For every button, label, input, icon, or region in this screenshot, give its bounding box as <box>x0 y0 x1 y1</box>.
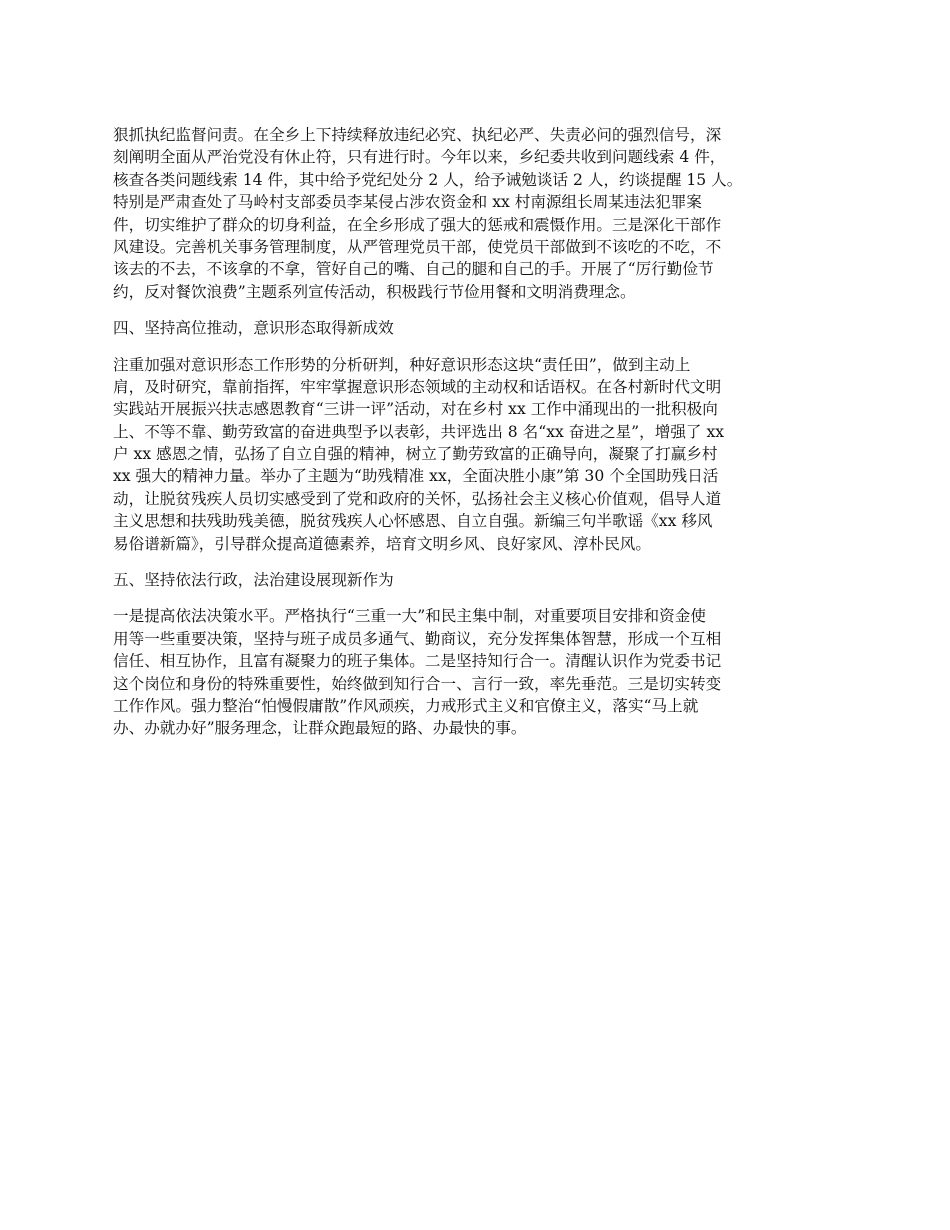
heading-text: 四、坚持高位推动，意识形态取得新成效 <box>113 319 394 338</box>
text-line: 办、办就办好”服务理念，让群众跑最短的路、办最快的事。 <box>113 719 527 738</box>
paragraph-spacer <box>113 303 843 317</box>
text-line: 一是提高依法决策水平。严格执行“三重一大”和民主集中制，对重要项目安排和资金使 <box>113 607 706 626</box>
paragraph-ideology <box>113 354 843 556</box>
text-line: 件，切实维护了群众的切身利益，在全乡形成了强大的惩戒和震慑作用。三是深化干部作 <box>113 215 722 234</box>
heading-text: 五、坚持依法行政，法治建设展现新作为 <box>113 571 394 590</box>
section-heading-ideology <box>113 317 843 339</box>
text-line: 风建设。完善机关事务管理制度，从严管理党员干部，使党员干部做到不该吃的不吃，不 <box>113 237 722 256</box>
paragraph-spacer <box>113 555 843 569</box>
text-line: 信任、相互协作，且富有凝聚力的班子集体。二是坚持知行合一。清醒认识作为党委书记 <box>113 652 722 671</box>
text-line: 特别是严肃查处了马岭村支部委员李某侵占涉农资金和 xx 村南源组长周某违法犯罪案 <box>113 193 702 212</box>
text-line: 用等一些重要决策，坚持与班子成员多通气、勤商议，充分发挥集体智慧，形成一个互相 <box>113 629 722 648</box>
text-line: 主义思想和扶残助残美德，脱贫残疾人心怀感恩、自立自强。新编三句半歌谣《xx 移风 <box>113 512 713 531</box>
text-line: 这个岗位和身份的特殊重要性，始终做到知行合一、言行一致，率先垂范。三是切实转变 <box>113 674 722 693</box>
document-body <box>113 124 843 740</box>
paragraph-spacer <box>113 340 843 354</box>
text-line: 约，反对餐饮浪费”主题系列宣传活动，积极践行节俭用餐和文明消费理念。 <box>113 282 636 301</box>
paragraph-discipline <box>113 124 843 303</box>
paragraph-rule-of-law <box>113 605 843 739</box>
text-line: 该去的不去，不该拿的不拿，管好自己的嘴、自己的腿和自己的手。开展了“厉行勤俭节 <box>113 260 714 279</box>
section-heading-rule-of-law <box>113 569 843 591</box>
text-line: 刻阐明全面从严治党没有休止符，只有进行时。今年以来，乡纪委共收到问题线索 4 件， <box>113 148 726 167</box>
text-line: 动，让脱贫残疾人员切实感受到了党和政府的关怀，弘扬社会主义核心价值观，倡导人道 <box>113 489 722 508</box>
text-line: 上、不等不靠、勤劳致富的奋进典型予以表彰，共评选出 8 名“xx 奋进之星”，增强了 xx <box>113 422 725 441</box>
text-line: xx 强大的精神力量。举办了主题为“助残精准 xx，全面决胜小康”第 30 个全国助残日活 <box>113 467 719 486</box>
text-line: 狠抓执纪监督问责。在全乡上下持续释放违纪必究、执纪必严、失责必问的强烈信号，深 <box>113 126 722 144</box>
text-line: 肩，及时研究，靠前指挥，牢牢掌握意识形态领域的主动权和话语权。在各村新时代文明 <box>113 377 722 396</box>
text-line: 工作作风。强力整治“怕慢假庸散”作风顽疾，力戒形式主义和官僚主义，落实“马上就 <box>113 696 699 715</box>
text-line: 核查各类问题线索 14 件，其中给予党纪处分 2 人，给予诫勉谈话 2 人，约谈提醒 15 人。 <box>113 170 743 189</box>
paragraph-spacer <box>113 591 843 605</box>
text-line: 实践站开展振兴扶志感恩教育“三讲一评”活动，对在乡村 xx 工作中涌现出的一批积极向 <box>113 400 718 419</box>
text-line: 易俗谱新篇》，引导群众提高道德素养，培育文明乡风、良好家风、淳朴民风。 <box>113 534 651 553</box>
text-line: 户 xx 感恩之情，弘扬了自立自强的精神，树立了勤劳致富的正确导向，凝聚了打赢乡村 <box>113 445 718 464</box>
text-line: 注重加强对意识形态工作形势的分析研判，种好意识形态这块“责任田”，做到主动上 <box>113 355 691 374</box>
